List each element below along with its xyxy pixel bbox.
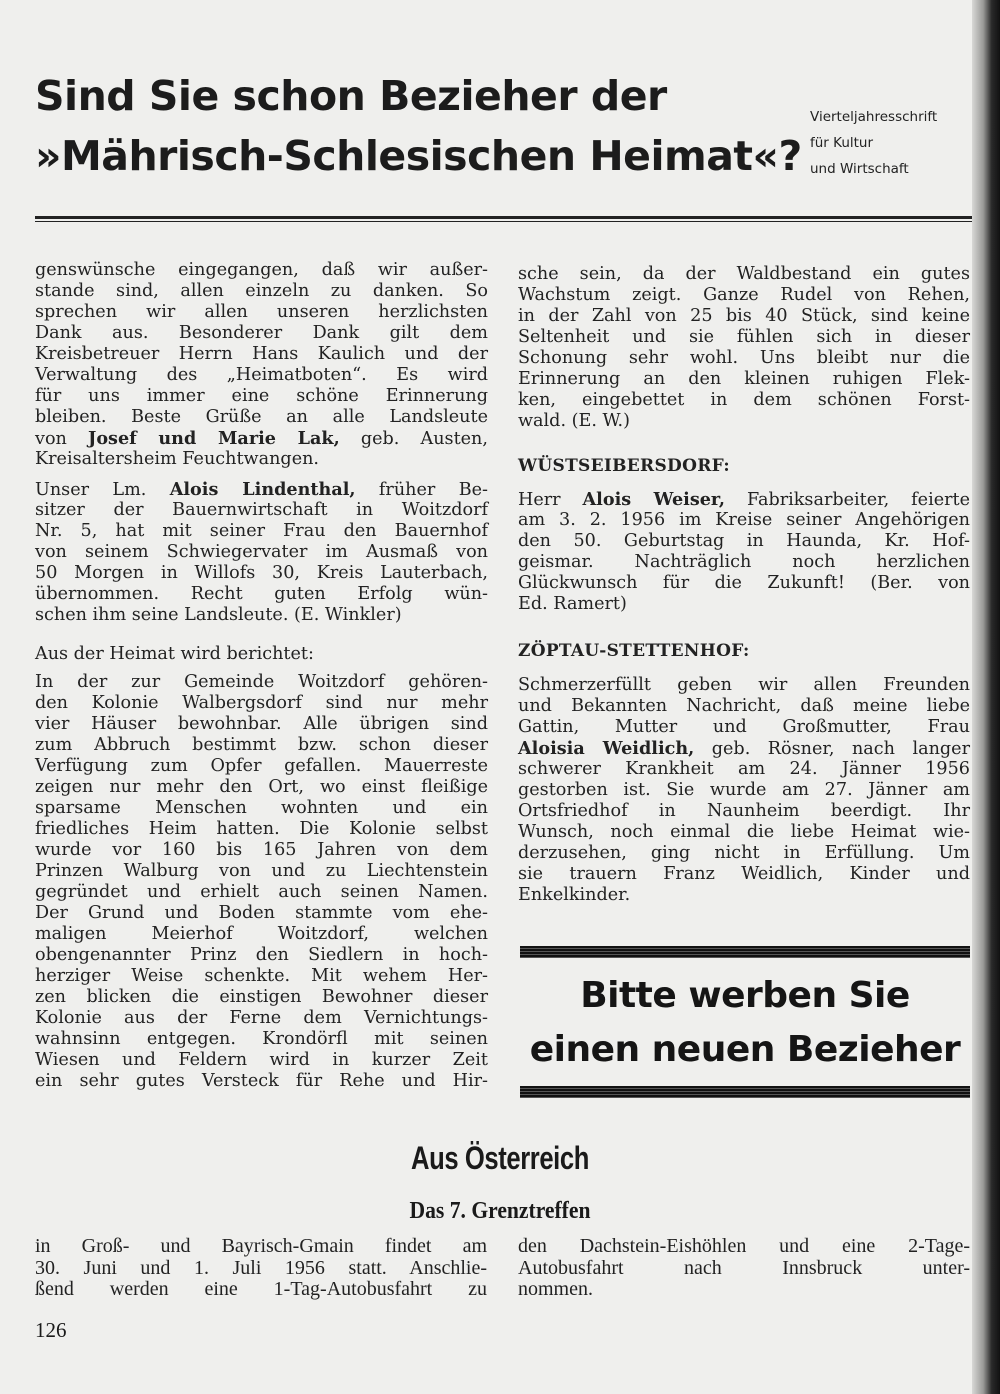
text-line: Wiesen und Feldern wird in kurzer Zeit (35, 1050, 488, 1070)
text-line: am 3. 2. 1956 im Kreise seiner Angehörigen (518, 510, 970, 530)
text-line: schen ihm seine Landsleute. (E. Winkler) (35, 605, 402, 625)
text-segment: geb. Rösner, nach langer (694, 739, 970, 759)
text-line: gegründet und erhielt auch seinen Namen. (35, 882, 488, 902)
text-line: den Kolonie Walbergsdorf sind nur mehr (35, 693, 488, 713)
text-line: Prinzen Walburg von und zu Liechtenstein (35, 861, 488, 881)
text-line: sprechen wir allen unseren herzlichsten (35, 302, 488, 322)
text-line: maligen Meierhof Woitzdorf, welchen (35, 924, 488, 944)
austria-para-left (35, 1236, 487, 1301)
bold-name: Josef und Marie Lak, (88, 428, 340, 449)
banner-line-1: Bitte werben Sie (580, 975, 910, 1016)
text-line: übernommen. Recht guten Erfolg wün- (35, 584, 488, 604)
text-line (35, 479, 488, 500)
text-line: Seltenheit und sie fühlen sich in dieser (518, 327, 970, 347)
left-para-1 (35, 260, 488, 470)
text-line: Kolonie aus der Ferne dem Vernichtungs- (35, 1008, 488, 1028)
text-line: Enkelkinder. (518, 885, 631, 905)
heading-wuestseibersdorf: WÜSTSEIBERSDORF: (518, 456, 730, 476)
text-line: Schonung sehr wohl. Uns bleibt nur die (518, 348, 970, 368)
text-line: geismar. Nachträglich noch herzlichen (518, 552, 970, 572)
text-segment: Unser Lm. (35, 480, 170, 500)
banner-bar-bottom (520, 1086, 970, 1098)
text-line: stande sind, allen einzeln zu danken. So (35, 281, 488, 301)
header-rule-thin (35, 221, 972, 222)
left-para-2 (35, 479, 488, 626)
text-segment: geb. Austen, (339, 429, 488, 449)
text-segment: von (35, 429, 88, 449)
section-title-austria: Aus Österreich (411, 1140, 589, 1176)
text-line: Verwaltung des „Heimatboten“. Es wird (35, 365, 488, 385)
text-line: den Dachstein-Eishöhlen und eine 2-Tage- (518, 1235, 970, 1257)
text-line: 30. Juni und 1. Juli 1956 statt. Anschlie- (35, 1256, 487, 1279)
text-line: ßend werden eine 1-Tag-Autobusfahrt zu (35, 1278, 487, 1300)
text-line: Ortsfriedhof in Naunheim beerdigt. Ihr (518, 801, 970, 821)
text-segment: Fabriksarbeiter, feierte (725, 490, 970, 510)
text-line: Dank aus. Besonderer Dank gilt dem (35, 323, 488, 343)
text-line: obengenannter Prinz den Siedlern in hoch- (35, 945, 488, 965)
heading-zoeptau: ZÖPTAU-STETTENHOF: (518, 641, 750, 661)
text-line: für uns immer eine schöne Erinnerung (35, 386, 488, 406)
publication-subtitle (810, 104, 937, 182)
subtitle-line: und Wirtschaft (810, 161, 909, 177)
banner-bar-top (520, 946, 970, 958)
text-line: ein sehr gutes Versteck für Rehe und Hir- (35, 1071, 488, 1091)
subtitle-line: für Kultur (810, 135, 874, 151)
subtitle-line: Vierteljahresschrift (810, 109, 938, 125)
text-line: gestorben ist. Sie wurde am 27. Jänner am (518, 780, 970, 800)
left-para-4 (35, 672, 488, 1092)
text-line: von seinem Schwiegervater im Ausmaß von (35, 542, 488, 562)
text-line: wurde vor 160 bis 165 Jahren von dem (35, 840, 488, 860)
text-line: vier Häuser bewohnbar. Alle übrigen sind (35, 714, 488, 734)
text-line: In der zur Gemeinde Woitzdorf gehören- (35, 672, 488, 692)
text-line: Glückwunsch für die Zukunft! (Ber. von (518, 573, 970, 593)
text-line: herziger Weise schenkte. Mit wehem Her- (35, 966, 488, 986)
banner-line-2: einen neuen Bezieher (529, 1029, 961, 1070)
text-line: derzusehen, ging nicht in Erfüllung. Um (518, 843, 970, 863)
text-line: zen blicken die einstigen Bewohner dieser (35, 987, 488, 1007)
title-line-2: »Mährisch-Schlesischen Heimat«? (35, 132, 802, 180)
text-line: genswünsche eingegangen, daß wir außer- (35, 260, 488, 280)
article-subtitle: Das 7. Grenztreffen (409, 1198, 591, 1224)
title-line-1: Sind Sie schon Bezieher der (35, 72, 667, 120)
text-line: Nr. 5, hat mit seiner Frau den Bauernhof (35, 521, 488, 541)
text-line: wald. (E. W.) (518, 411, 630, 431)
text-line: Der Grund und Boden stammte vom ehe- (35, 903, 488, 923)
austria-para-right (518, 1236, 970, 1301)
text-line: schwerer Krankheit am 24. Jänner 1956 (518, 759, 970, 779)
page-number: 126 (35, 1318, 67, 1342)
text-line: zeigen nur mehr den Ort, wo einst fleißige (35, 777, 488, 797)
text-line: in der Zahl von 25 bis 40 Stück, sind keine (518, 306, 970, 326)
text-line (35, 428, 488, 449)
right-para-3 (518, 675, 970, 906)
text-line: friedliches Heim hatten. Die Kolonie selbst (35, 819, 488, 839)
text-line: Verfügung zum Opfer gefallen. Mauerreste (35, 756, 488, 776)
text-segment: früher Be- (355, 480, 488, 500)
text-line: Autobusfahrt nach Innsbruck unter- (518, 1256, 970, 1279)
text-line: sitzer der Bauernwirtschaft in Woitzdorf (35, 500, 488, 520)
text-segment: Herr (518, 490, 583, 510)
right-para-1 (518, 264, 970, 432)
bold-name: Alois Lindenthal, (169, 479, 356, 500)
page-binding-shadow (972, 0, 1000, 1394)
text-line: wahnsinn entgegen. Krondörfl mit seinen (35, 1029, 488, 1049)
text-line: nommen. (518, 1278, 593, 1300)
text-line: sie trauern Franz Weidlich, Kinder und (518, 864, 970, 884)
text-line: den 50. Geburtstag in Haunda, Kr. Hof- (518, 531, 970, 551)
text-line: und Bekannten Nachricht, daß meine liebe (518, 696, 970, 716)
text-line: ken, eingebettet in dem schönen Forst- (518, 390, 970, 410)
bold-name: Aloisia Weidlich, (518, 738, 695, 759)
text-line: Ed. Ramert) (518, 594, 627, 614)
text-line: sparsame Menschen wohnten und ein (35, 798, 488, 818)
text-line: Wunsch, noch einmal die liebe Heimat wie- (518, 822, 970, 842)
bold-name: Alois Weiser, (582, 489, 726, 510)
right-para-2 (518, 489, 970, 615)
text-line (518, 738, 970, 759)
header-rule (35, 216, 972, 219)
text-line: Gattin, Mutter und Großmutter, Frau (518, 717, 970, 737)
text-line: Aus der Heimat wird berichtet: (35, 644, 314, 664)
text-line: zum Abbruch bestimmt bzw. schon dieser (35, 735, 488, 755)
text-line: in Groß- und Bayrisch-Gmain findet am (35, 1235, 487, 1257)
left-para-3 (35, 644, 488, 665)
text-line: Kreisbetreuer Herrn Hans Kaulich und der (35, 344, 488, 364)
text-line: Erinnerung an den kleinen ruhigen Flek- (518, 369, 970, 389)
text-line (518, 489, 970, 510)
text-line: sche sein, da der Waldbestand ein gutes (518, 264, 970, 284)
text-line: Kreisaltersheim Feuchtwangen. (35, 449, 320, 469)
text-line: Schmerzerfüllt geben wir allen Freunden (518, 675, 970, 695)
text-line: 50 Morgen in Willofs 30, Kreis Lauterbach, (35, 563, 488, 583)
text-line: bleiben. Beste Grüße an alle Landsleute (35, 407, 488, 427)
text-line: Wachstum zeigt. Ganze Rudel von Rehen, (518, 285, 970, 305)
